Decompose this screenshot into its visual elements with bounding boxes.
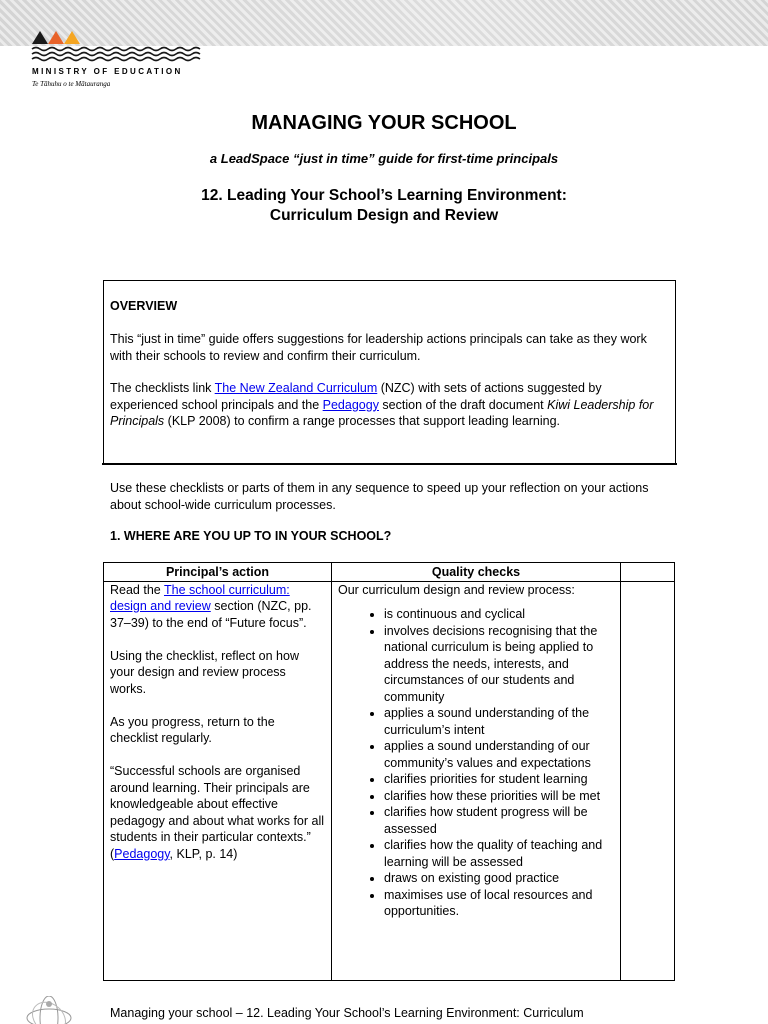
pedagogy-klp-link[interactable]: Pedagogy xyxy=(114,846,170,861)
action-p1-text-a: Read the xyxy=(110,582,164,597)
heading-line-2: Curriculum Design and Review xyxy=(269,207,499,224)
quality-check-item: • involves decisions recognising that the national curriculum is being applied to address the needs, interests, and circumstances of our students and community xyxy=(384,623,614,706)
klp-title: Kiwi Leadership for Principals xyxy=(110,397,654,428)
overview-title: OVERVIEW xyxy=(110,299,178,313)
action-p1-text-b: section (NZC, pp. 37–39) to the end of “Future focus”. xyxy=(110,599,312,630)
logo-wave-2 xyxy=(32,53,200,56)
action-paragraph-2: Using the checklist, reflect on how your design and review process works. xyxy=(110,648,299,696)
quality-check-item: • clarifies how these priorities will be met xyxy=(384,788,614,805)
logo-triangle-black xyxy=(32,31,48,44)
heading-line-1: 12. Leading Your School’s Learning Environment: xyxy=(201,187,567,204)
footer-text: Managing your school – 12. Leading Your School’s Learning Environment: Curriculum xyxy=(110,1006,584,1020)
col-header-quality-checks: Quality checks xyxy=(332,563,621,582)
ministry-name: MINISTRY OF EDUCATION xyxy=(32,67,183,76)
quality-check-item: • maximises use of local resources and opportunities. xyxy=(384,887,614,920)
quote-text: “Successful schools are organised around learning. Their principals are knowledgeable about effective pedagogy and about what works for all students in their particular contexts.” xyxy=(110,764,325,844)
school-curriculum-link[interactable]: The school curriculum: design and review xyxy=(110,582,290,613)
section-heading: 1. WHERE ARE YOU UP TO IN YOUR SCHOOL? xyxy=(110,529,392,543)
overview-p2-text-d: (KLP 2008) to confirm a range processes that support leading learning. xyxy=(164,414,561,428)
overview-p2-text-c: section of the draft document xyxy=(378,397,548,412)
document-heading xyxy=(0,186,768,226)
action-paragraph-3: As you progress, return to the checklist regularly. xyxy=(110,714,275,745)
action-paragraph-1 xyxy=(110,582,325,632)
overview-box-bottom-rule xyxy=(102,463,677,465)
table-header-row xyxy=(104,563,675,582)
quality-check-item: • applies a sound understanding of the curriculum’s intent xyxy=(384,705,614,738)
overview-p2-text-b: (NZC) with sets of actions suggested by experienced school principals and the xyxy=(110,381,602,412)
overview-paragraph-1: This “just in time” guide offers suggestions for leadership actions principals can take as they work with their schools to review and confirm their curriculum. xyxy=(110,332,647,363)
quality-checks-list xyxy=(338,606,614,920)
checklist-table xyxy=(103,562,675,981)
quality-check-item: • is continuous and cyclical xyxy=(384,606,614,623)
principals-action-cell xyxy=(104,581,332,980)
cite-open: ( xyxy=(110,846,115,861)
action-quote xyxy=(110,763,325,862)
overview-paragraph-2 xyxy=(110,380,662,430)
table-row xyxy=(104,581,675,980)
cite-rest: , KLP, p. 14) xyxy=(169,846,238,861)
quality-intro: Our curriculum design and review process: xyxy=(338,582,575,597)
logo-triangle-orange xyxy=(48,31,64,44)
quality-check-item: • applies a sound understanding of our community’s values and expectations xyxy=(384,738,614,771)
checkbox-cell[interactable] xyxy=(621,581,675,980)
intro-paragraph: Use these checklists or parts of them in any sequence to speed up your reflection on your actions about school-wide curriculum processes. xyxy=(110,481,649,512)
document-subtitle: a LeadSpace “just in time” guide for first-time principals xyxy=(209,151,559,166)
document-title: MANAGING YOUR SCHOOL xyxy=(251,112,517,134)
quality-check-item: • clarifies priorities for student learning xyxy=(384,771,614,788)
footer-emblem-icon xyxy=(23,996,75,1024)
logo-wave-1 xyxy=(32,48,200,51)
nzc-link[interactable]: The New Zealand Curriculum xyxy=(214,381,378,395)
col-header-checkbox xyxy=(621,563,675,582)
logo-wave-3 xyxy=(32,58,200,61)
overview-p2-text-a: The checklists link xyxy=(110,381,215,395)
quality-checks-cell xyxy=(332,581,621,980)
overview-box xyxy=(103,280,676,464)
ministry-maori-name: Te Tāhuhu o te Mātauranga xyxy=(32,80,111,88)
ministry-logo xyxy=(30,28,210,64)
pedagogy-link[interactable]: Pedagogy xyxy=(322,397,379,412)
logo-triangle-yellow xyxy=(64,31,80,44)
quality-check-item: • clarifies how student progress will be assessed xyxy=(384,804,614,837)
quality-check-item: • draws on existing good practice xyxy=(384,870,614,887)
col-header-principals-action: Principal’s action xyxy=(104,563,332,582)
quality-check-item: • clarifies how the quality of teaching and learning will be assessed xyxy=(384,837,614,870)
